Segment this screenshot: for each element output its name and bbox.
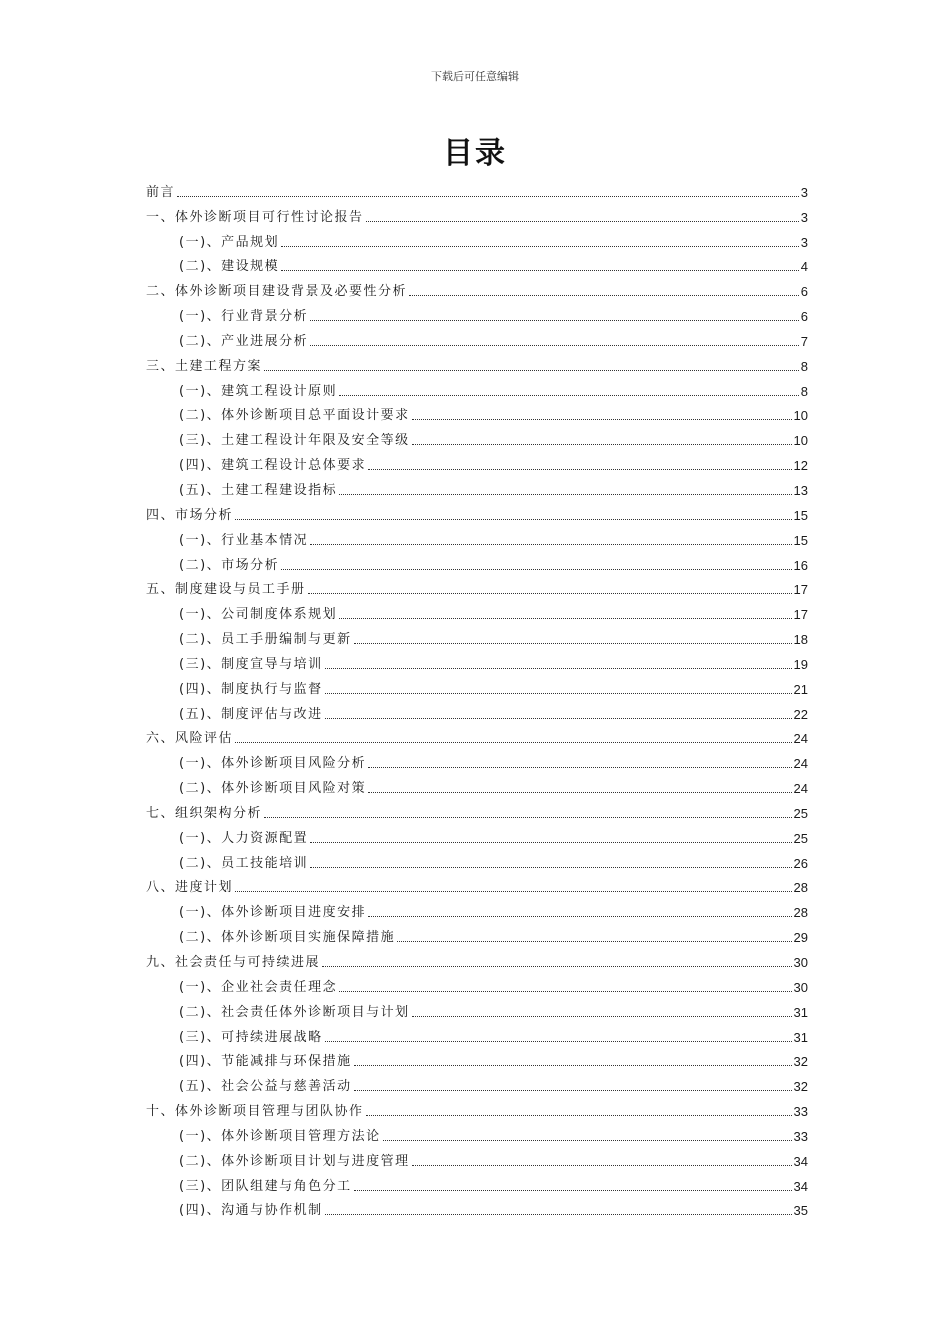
toc-entry-text: 三、土建工程方案	[146, 358, 263, 374]
toc-leader-dots	[368, 468, 791, 470]
toc-entry-text: 十、体外诊断项目管理与团队协作	[146, 1104, 364, 1120]
toc-entry-text: 九、社会责任与可持续进展	[146, 955, 321, 970]
toc-entry[interactable]	[146, 498, 808, 523]
toc-entry-text: (一)、体外诊断项目进度安排	[179, 905, 367, 921]
toc-entry-page-number: 25	[793, 830, 808, 846]
toc-entry-text: 一、体外诊断项目可行性讨论报告	[146, 209, 364, 225]
toc-entry-page-number: 28	[793, 880, 808, 896]
toc-entry-page-number: 17	[793, 582, 808, 598]
toc-leader-dots	[412, 1015, 792, 1017]
toc-entry[interactable]	[146, 597, 808, 622]
toc-entry[interactable]	[146, 846, 808, 871]
toc-entry[interactable]	[146, 1119, 808, 1144]
toc-entry-text: 七、组织架构分析	[146, 805, 263, 821]
toc-entry-page-number: 6	[800, 284, 808, 300]
toc-entry[interactable]	[146, 225, 808, 250]
toc-entry-text: (四)、制度执行与监督	[179, 681, 323, 697]
toc-entry-text: (一)、产品规划	[179, 234, 280, 250]
toc-entry[interactable]	[146, 1094, 808, 1119]
toc-entry-text: (二)、员工技能培训	[179, 855, 309, 871]
toc-leader-dots	[310, 866, 791, 868]
toc-entry-text: (一)、行业基本情况	[179, 532, 309, 548]
toc-entry[interactable]	[146, 1020, 808, 1045]
toc-leader-dots	[412, 1164, 792, 1166]
toc-leader-dots	[325, 1040, 792, 1042]
toc-leader-dots	[366, 220, 799, 222]
toc-leader-dots	[310, 344, 799, 346]
toc-leader-dots	[383, 1139, 792, 1141]
toc-entry[interactable]	[146, 647, 808, 672]
toc-entry-text: (二)、建设规模	[179, 259, 280, 275]
toc-entry-page-number: 28	[793, 905, 808, 921]
toc-entry[interactable]	[146, 399, 808, 424]
toc-leader-dots	[281, 269, 799, 271]
toc-entry[interactable]	[146, 349, 808, 374]
toc-entry-page-number: 30	[793, 979, 808, 995]
toc-entry-text: (五)、制度评估与改进	[179, 706, 323, 722]
toc-entry-page-number: 8	[800, 383, 808, 399]
toc-entry[interactable]	[146, 1069, 808, 1094]
toc-entry[interactable]	[146, 821, 808, 846]
toc-entry-text: (一)、建筑工程设计原则	[179, 383, 338, 399]
toc-entry-page-number: 3	[800, 184, 808, 200]
toc-leader-dots	[354, 642, 792, 644]
toc-leader-dots	[325, 717, 792, 719]
toc-entry-text: (一)、人力资源配置	[179, 830, 309, 846]
toc-entry-text: (二)、体外诊断项目风险对策	[179, 781, 367, 797]
toc-leader-dots	[354, 1089, 792, 1091]
toc-entry[interactable]	[146, 970, 808, 995]
toc-entry[interactable]	[146, 374, 808, 399]
toc-entry[interactable]	[146, 945, 808, 970]
toc-entry-page-number: 25	[793, 805, 808, 821]
toc-entry-text: (二)、体外诊断项目总平面设计要求	[179, 408, 410, 424]
toc-entry-text: 六、风险评估	[146, 731, 234, 747]
toc-entry[interactable]	[146, 299, 808, 324]
toc-leader-dots	[325, 1213, 792, 1215]
toc-leader-dots	[325, 667, 792, 669]
toc-entry[interactable]	[146, 746, 808, 771]
toc-entry[interactable]	[146, 895, 808, 920]
toc-entry-page-number: 31	[793, 1004, 808, 1020]
toc-entry-text: (一)、体外诊断项目风险分析	[179, 756, 367, 772]
toc-leader-dots	[368, 766, 791, 768]
toc-entry[interactable]	[146, 1169, 808, 1194]
toc-leader-dots	[354, 1189, 792, 1191]
toc-entry[interactable]	[146, 423, 808, 448]
toc-entry[interactable]	[146, 523, 808, 548]
toc-entry-text: (四)、沟通与协作机制	[179, 1203, 323, 1219]
toc-entry[interactable]	[146, 796, 808, 821]
toc-leader-dots	[308, 592, 792, 594]
toc-leader-dots	[339, 617, 791, 619]
toc-entry-text: (二)、社会责任体外诊断项目与计划	[179, 1004, 410, 1020]
toc-entry-page-number: 32	[793, 1079, 808, 1095]
toc-entry[interactable]	[146, 920, 808, 945]
toc-entry[interactable]	[146, 548, 808, 573]
toc-entry-page-number: 29	[793, 930, 808, 946]
toc-entry-page-number: 17	[793, 607, 808, 623]
toc-entry[interactable]	[146, 697, 808, 722]
toc-entry-page-number: 31	[793, 1029, 808, 1045]
toc-entry[interactable]	[146, 200, 808, 225]
toc-entry-page-number: 6	[800, 309, 808, 325]
toc-entry[interactable]	[146, 1194, 808, 1219]
toc-entry-page-number: 12	[793, 458, 808, 474]
toc-entry-text: (五)、社会公益与慈善活动	[179, 1079, 352, 1095]
toc-entry[interactable]	[146, 448, 808, 473]
toc-entry[interactable]	[146, 1045, 808, 1070]
toc-leader-dots	[412, 443, 792, 445]
toc-entry-page-number: 22	[793, 706, 808, 722]
toc-entry-page-number: 30	[793, 955, 808, 970]
toc-entry-page-number: 32	[793, 1054, 808, 1070]
toc-entry-page-number: 10	[793, 408, 808, 424]
toc-entry[interactable]	[146, 995, 808, 1020]
toc-leader-dots	[339, 990, 791, 992]
toc-entry-page-number: 10	[793, 433, 808, 449]
toc-leader-dots	[366, 1114, 792, 1116]
toc-entry-text: (四)、节能减排与环保措施	[179, 1054, 352, 1070]
toc-leader-dots	[264, 816, 792, 818]
toc-leader-dots	[325, 692, 792, 694]
toc-entry-page-number: 34	[793, 1153, 808, 1169]
toc-entry-text: 前言	[146, 184, 176, 200]
toc-entry[interactable]	[146, 274, 808, 299]
toc-leader-dots	[235, 518, 792, 520]
toc-entry-text: 四、市场分析	[146, 507, 234, 523]
toc-leader-dots	[339, 394, 799, 396]
toc-entry-page-number: 35	[793, 1203, 808, 1219]
toc-entry-page-number: 7	[800, 333, 808, 349]
toc-entry-text: (三)、土建工程设计年限及安全等级	[179, 433, 410, 449]
toc-entry-text: 二、体外诊断项目建设背景及必要性分析	[146, 284, 408, 300]
toc-leader-dots	[264, 369, 799, 371]
toc-entry[interactable]	[146, 250, 808, 275]
toc-entry-page-number: 16	[793, 557, 808, 573]
toc-leader-dots	[281, 245, 799, 247]
toc-entry[interactable]	[146, 672, 808, 697]
toc-leader-dots	[281, 568, 791, 570]
toc-entry-text: (一)、行业背景分析	[179, 309, 309, 325]
toc-entry[interactable]	[146, 175, 808, 200]
toc-entry-page-number: 3	[800, 234, 808, 250]
toc-entry-page-number: 26	[793, 855, 808, 871]
toc-entry-page-number: 19	[793, 656, 808, 672]
toc-entry-text: (三)、团队组建与角色分工	[179, 1178, 352, 1194]
toc-entry-text: (二)、产业进展分析	[179, 333, 309, 349]
toc-entry-page-number: 18	[793, 632, 808, 648]
toc-title: 目录	[443, 136, 507, 171]
toc-leader-dots	[412, 418, 792, 420]
toc-leader-dots	[409, 294, 799, 296]
toc-entry-text: (一)、企业社会责任理念	[179, 979, 338, 995]
toc-entry-page-number: 33	[793, 1128, 808, 1144]
toc-entry-page-number: 13	[793, 482, 808, 498]
toc-entry-page-number: 3	[800, 209, 808, 225]
toc-entry-text: (三)、制度宣导与培训	[179, 656, 323, 672]
toc-leader-dots	[177, 195, 799, 197]
toc-entry-page-number: 24	[793, 756, 808, 772]
toc-entry[interactable]	[146, 573, 808, 598]
toc-entry[interactable]	[146, 871, 808, 896]
header-note: 下载后可任意编辑	[431, 70, 519, 83]
toc-entry-text: 五、制度建设与员工手册	[146, 582, 306, 598]
toc-leader-dots	[310, 543, 791, 545]
toc-entry[interactable]	[146, 622, 808, 647]
toc-leader-dots	[368, 791, 791, 793]
toc-entry-text: (一)、体外诊断项目管理方法论	[179, 1128, 381, 1144]
toc-entry-page-number: 24	[793, 781, 808, 797]
toc-entry-text: (二)、体外诊断项目计划与进度管理	[179, 1153, 410, 1169]
toc-entry[interactable]	[146, 473, 808, 498]
toc-entry-text: 八、进度计划	[146, 880, 234, 896]
toc-entry-text: (五)、土建工程建设指标	[179, 482, 338, 498]
toc-entry-page-number: 4	[800, 259, 808, 275]
toc-leader-dots	[397, 940, 791, 942]
toc-leader-dots	[310, 841, 791, 843]
toc-leader-dots	[310, 319, 799, 321]
toc-entry[interactable]	[146, 722, 808, 747]
toc-entry-text: (二)、体外诊断项目实施保障措施	[179, 930, 396, 946]
toc-entry-text: (二)、员工手册编制与更新	[179, 632, 352, 648]
toc-entry-page-number: 15	[793, 507, 808, 523]
toc-leader-dots	[368, 915, 791, 917]
toc-entry-page-number: 21	[793, 681, 808, 697]
toc-entry-page-number: 24	[793, 731, 808, 747]
toc-entry-page-number: 33	[793, 1104, 808, 1120]
toc-leader-dots	[339, 493, 791, 495]
toc-leader-dots	[235, 741, 792, 743]
toc-entry-page-number: 8	[800, 358, 808, 374]
toc-entry-text: (三)、可持续进展战略	[179, 1029, 323, 1045]
toc-leader-dots	[235, 890, 792, 892]
toc-entry-text: (二)、市场分析	[179, 557, 280, 573]
table-of-contents	[146, 175, 808, 1218]
toc-entry[interactable]	[146, 324, 808, 349]
toc-leader-dots	[322, 965, 792, 967]
toc-leader-dots	[354, 1064, 792, 1066]
toc-entry-page-number: 34	[793, 1178, 808, 1194]
toc-entry-text: (四)、建筑工程设计总体要求	[179, 458, 367, 474]
toc-entry[interactable]	[146, 1144, 808, 1169]
toc-entry-text: (一)、公司制度体系规划	[179, 607, 338, 623]
toc-entry[interactable]	[146, 771, 808, 796]
toc-entry-page-number: 15	[793, 532, 808, 548]
